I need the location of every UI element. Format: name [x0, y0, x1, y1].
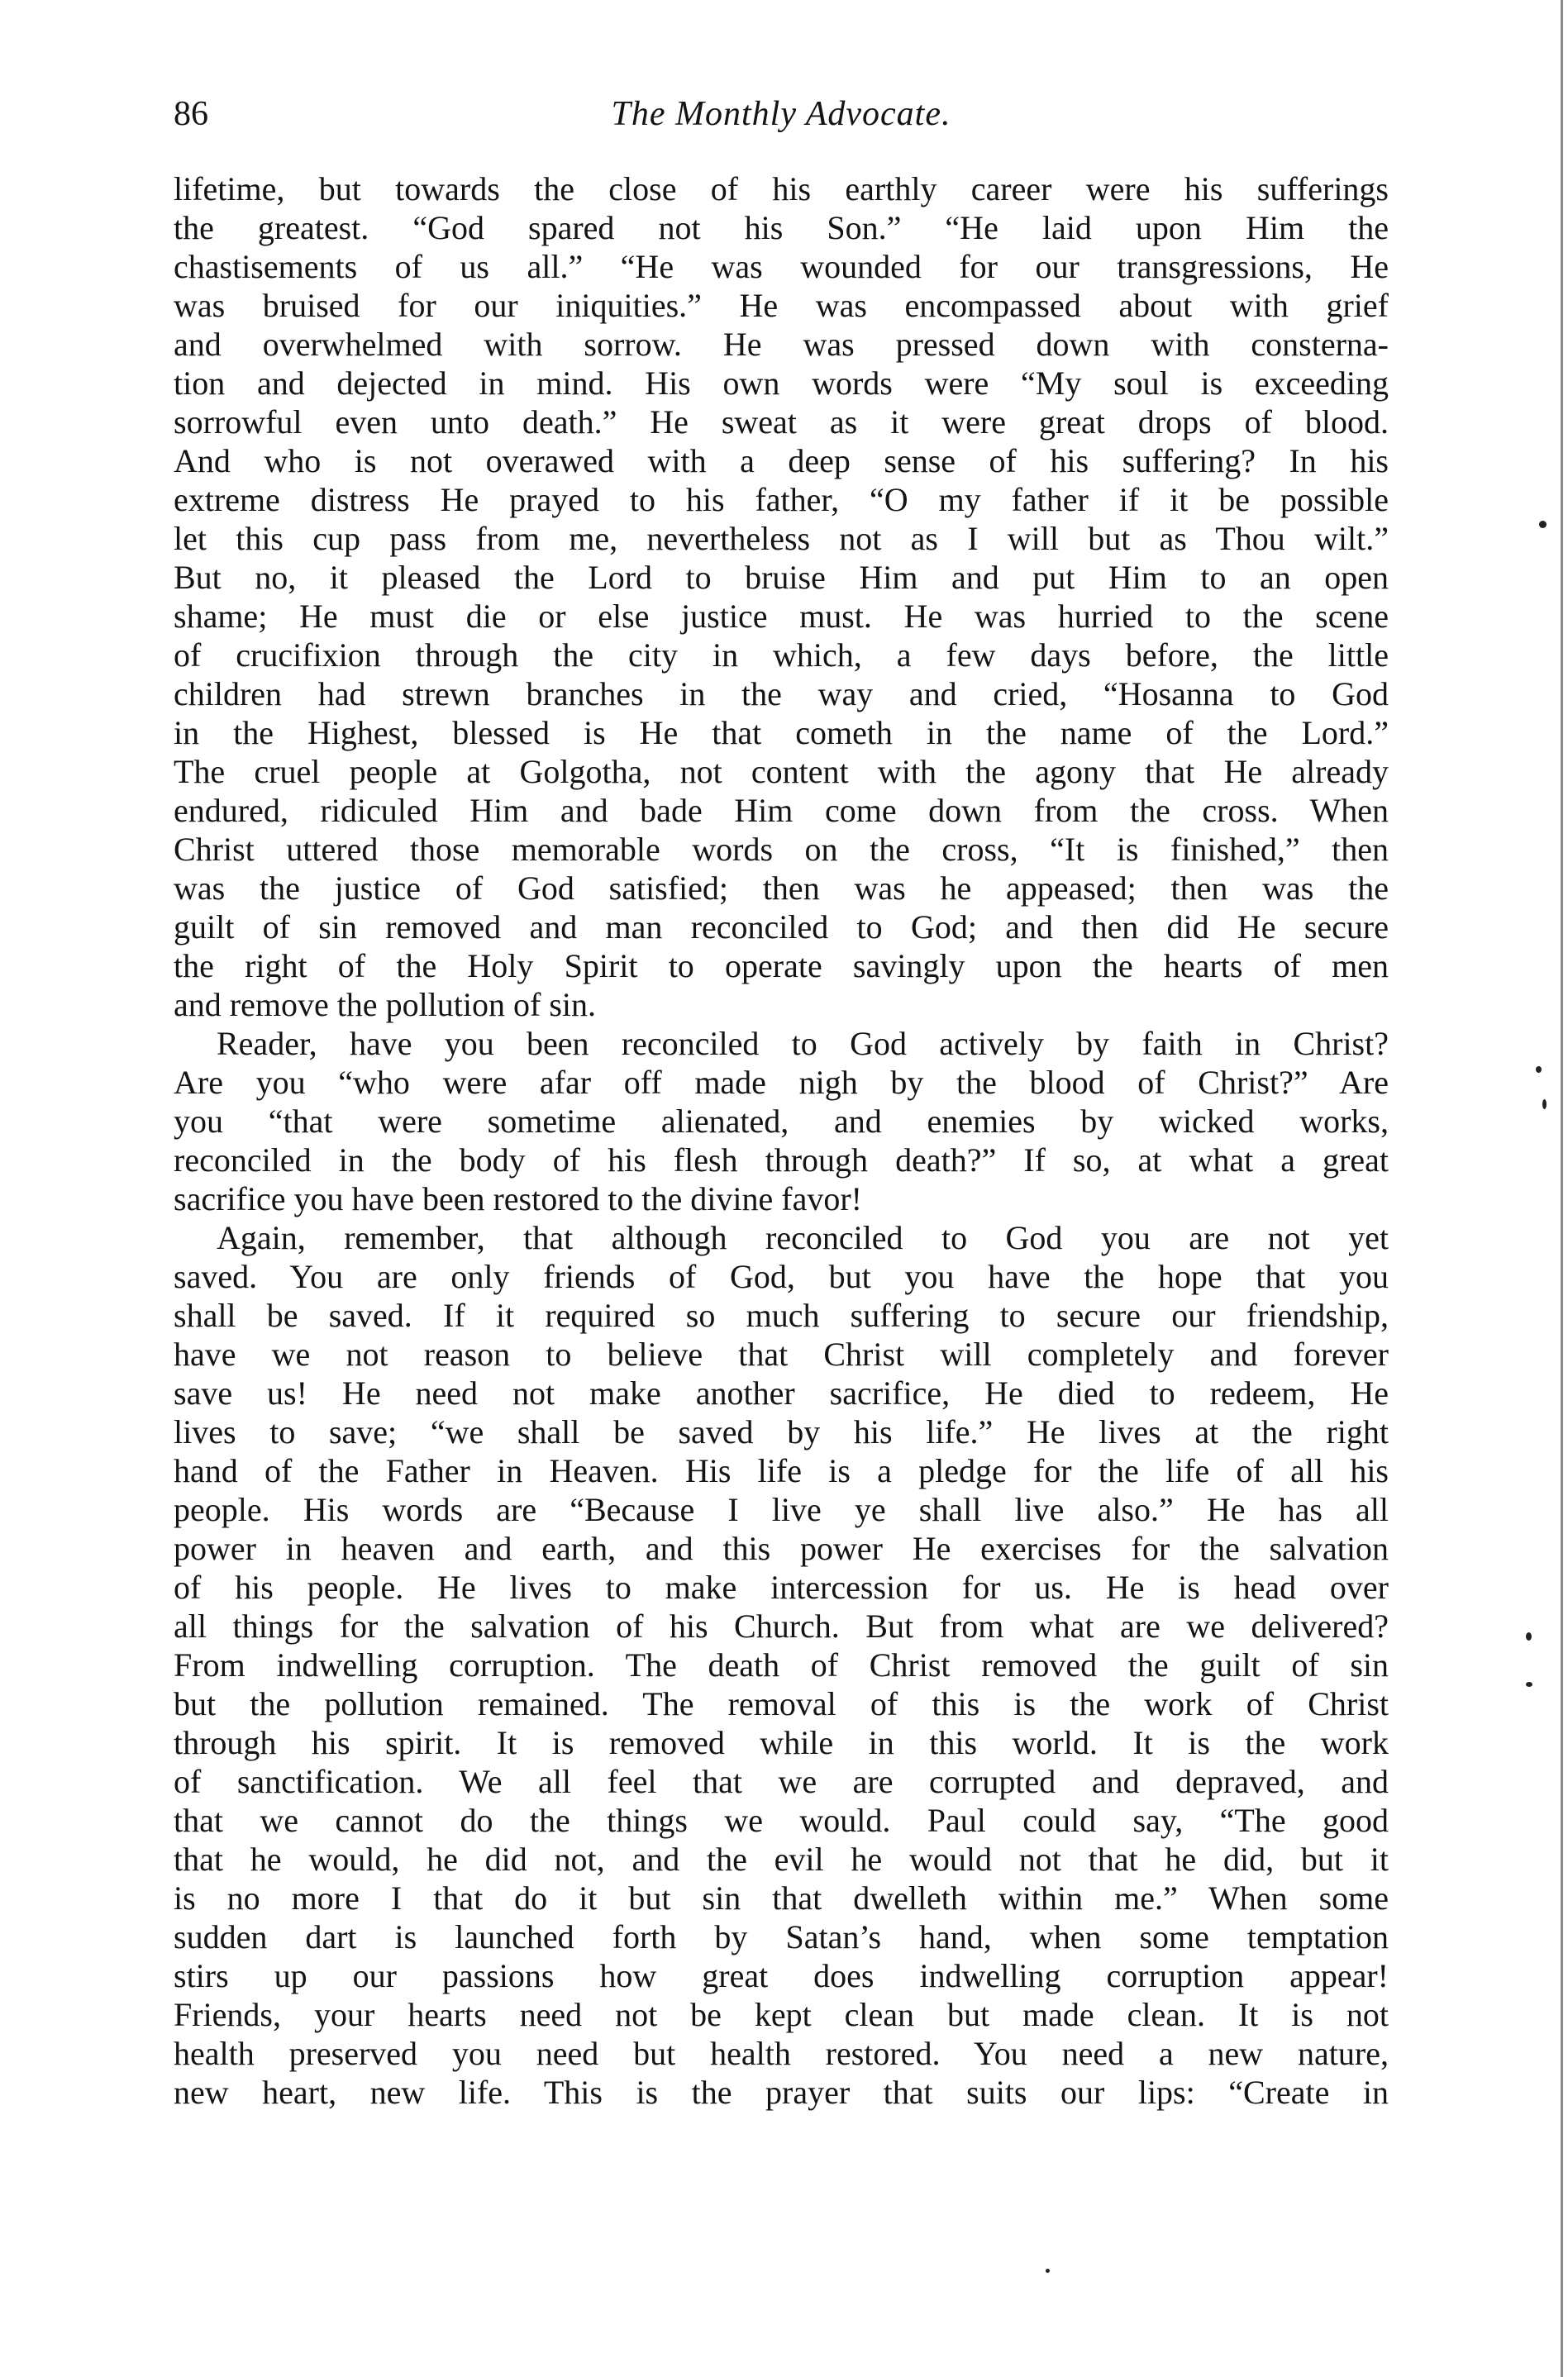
text-line: that we cannot do the things we would. Paul could say, “The good: [174, 1802, 1389, 1839]
text-line: tion and dejected in mind. His own words were “My soul is exceeding: [174, 364, 1389, 402]
text-line: The cruel people at Golgotha, not content with the agony that He already: [174, 753, 1389, 790]
text-line: was bruised for our iniquities.” He was encompassed about with grief: [174, 287, 1389, 324]
running-title: The Monthly Advocate.: [611, 95, 951, 133]
text-line: chastisements of us all.” “He was wounded for our transgressions, He: [174, 248, 1389, 285]
text-line: of crucifixion through the city in which, a few days before, the little: [174, 636, 1389, 674]
text-line: Reader, have you been reconciled to God actively by faith in Christ?: [217, 1025, 1389, 1062]
text-line: endured, ridiculed Him and bade Him come down from the cross. When: [174, 792, 1389, 829]
text-line: Are you “who were afar off made nigh by the blood of Christ?” Are: [174, 1064, 1389, 1101]
body-text: [174, 169, 1389, 2112]
text-line: saved. You are only friends of God, but you have the hope that you: [174, 1258, 1389, 1295]
text-line: children had strewn branches in the way and cried, “Hosanna to God: [174, 675, 1389, 712]
text-line: is no more I that do it but sin that dwelleth within me.” When some: [174, 1879, 1389, 1917]
text-line: new heart, new life. This is the prayer that suits our lips: “Create in: [174, 2074, 1389, 2111]
text-line: but the pollution remained. The removal of this is the work of Christ: [174, 1685, 1389, 1722]
text-line: And who is not overawed with a deep sense of his suffering? In his: [174, 442, 1389, 479]
text-line: power in heaven and earth, and this power He exercises for the salvation: [174, 1530, 1389, 1567]
text-line: Christ uttered those memorable words on the cross, “It is finished,” then: [174, 831, 1389, 868]
text-line: of his people. He lives to make intercession for us. He is head over: [174, 1569, 1389, 1606]
text-line: have we not reason to believe that Christ will completely and forever: [174, 1336, 1389, 1373]
page-number: 86: [174, 95, 208, 133]
text-line: through his spirit. It is removed while in this world. It is the work: [174, 1724, 1389, 1761]
text-line: in the Highest, blessed is He that cometh in the name of the Lord.”: [174, 714, 1389, 751]
text-line: sudden dart is launched forth by Satan’s hand, when some temptation: [174, 1918, 1389, 1955]
scan-speck: [1539, 521, 1547, 528]
text-line: shame; He must die or else justice must. He was hurried to the scene: [174, 598, 1389, 635]
page-header: [174, 89, 1389, 139]
text-line: all things for the salvation of his Church. But from what are we delivered?: [174, 1608, 1389, 1645]
text-line: hand of the Father in Heaven. His life is a pledge for the life of all his: [174, 1452, 1389, 1489]
text-line: you “that were sometime alienated, and enemies by wicked works,: [174, 1103, 1389, 1140]
text-line: shall be saved. If it required so much suffering to secure our friendship,: [174, 1297, 1389, 1334]
text-line: save us! He need not make another sacrifice, He died to redeem, He: [174, 1374, 1389, 1412]
scan-edge-rule: [1561, 0, 1563, 2377]
scan-speck: [1536, 1066, 1542, 1073]
text-line: and overwhelmed with sorrow. He was pressed down with consterna-: [174, 326, 1389, 363]
text-line: sacrifice you have been restored to the divine favor!: [174, 1180, 862, 1217]
scan-speck: [1046, 2269, 1050, 2273]
text-line: let this cup pass from me, nevertheless not as I will but as Thou wilt.”: [174, 520, 1389, 557]
text-line: But no, it pleased the Lord to bruise Him and put Him to an open: [174, 559, 1389, 596]
text-line: From indwelling corruption. The death of Christ removed the guilt of sin: [174, 1646, 1389, 1684]
text-line: Again, remember, that although reconciled to God you are not yet: [217, 1219, 1389, 1256]
scan-speck: [1526, 1682, 1532, 1687]
text-line: the right of the Holy Spirit to operate savingly upon the hearts of men: [174, 947, 1389, 984]
text-line: sorrowful even unto death.” He sweat as it were great drops of blood.: [174, 403, 1389, 441]
text-line: that he would, he did not, and the evil he would not that he did, but it: [174, 1841, 1389, 1878]
text-line: people. His words are “Because I live ye shall live also.” He has all: [174, 1491, 1389, 1528]
text-line: was the justice of God satisfied; then was he appeased; then was the: [174, 869, 1389, 907]
text-line: Friends, your hearts need not be kept clean but made clean. It is not: [174, 1996, 1389, 2033]
scan-speck: [1526, 1632, 1532, 1641]
text-line: stirs up our passions how great does indwelling corruption appear!: [174, 1957, 1389, 1994]
text-line: guilt of sin removed and man reconciled to God; and then did He secure: [174, 908, 1389, 946]
text-line: of sanctification. We all feel that we are corrupted and depraved, and: [174, 1763, 1389, 1800]
text-line: extreme distress He prayed to his father, “O my father if it be possible: [174, 481, 1389, 518]
text-line: reconciled in the body of his flesh through death?” If so, at what a great: [174, 1141, 1389, 1179]
text-line: lives to save; “we shall be saved by his life.” He lives at the right: [174, 1413, 1389, 1450]
text-line: and remove the pollution of sin.: [174, 986, 597, 1023]
text-line: the greatest. “God spared not his Son.” “He laid upon Him the: [174, 209, 1389, 246]
text-line: lifetime, but towards the close of his earthly career were his sufferings: [174, 170, 1389, 207]
text-line: health preserved you need but health restored. You need a new nature,: [174, 2035, 1389, 2072]
scan-speck: [1542, 1099, 1547, 1109]
